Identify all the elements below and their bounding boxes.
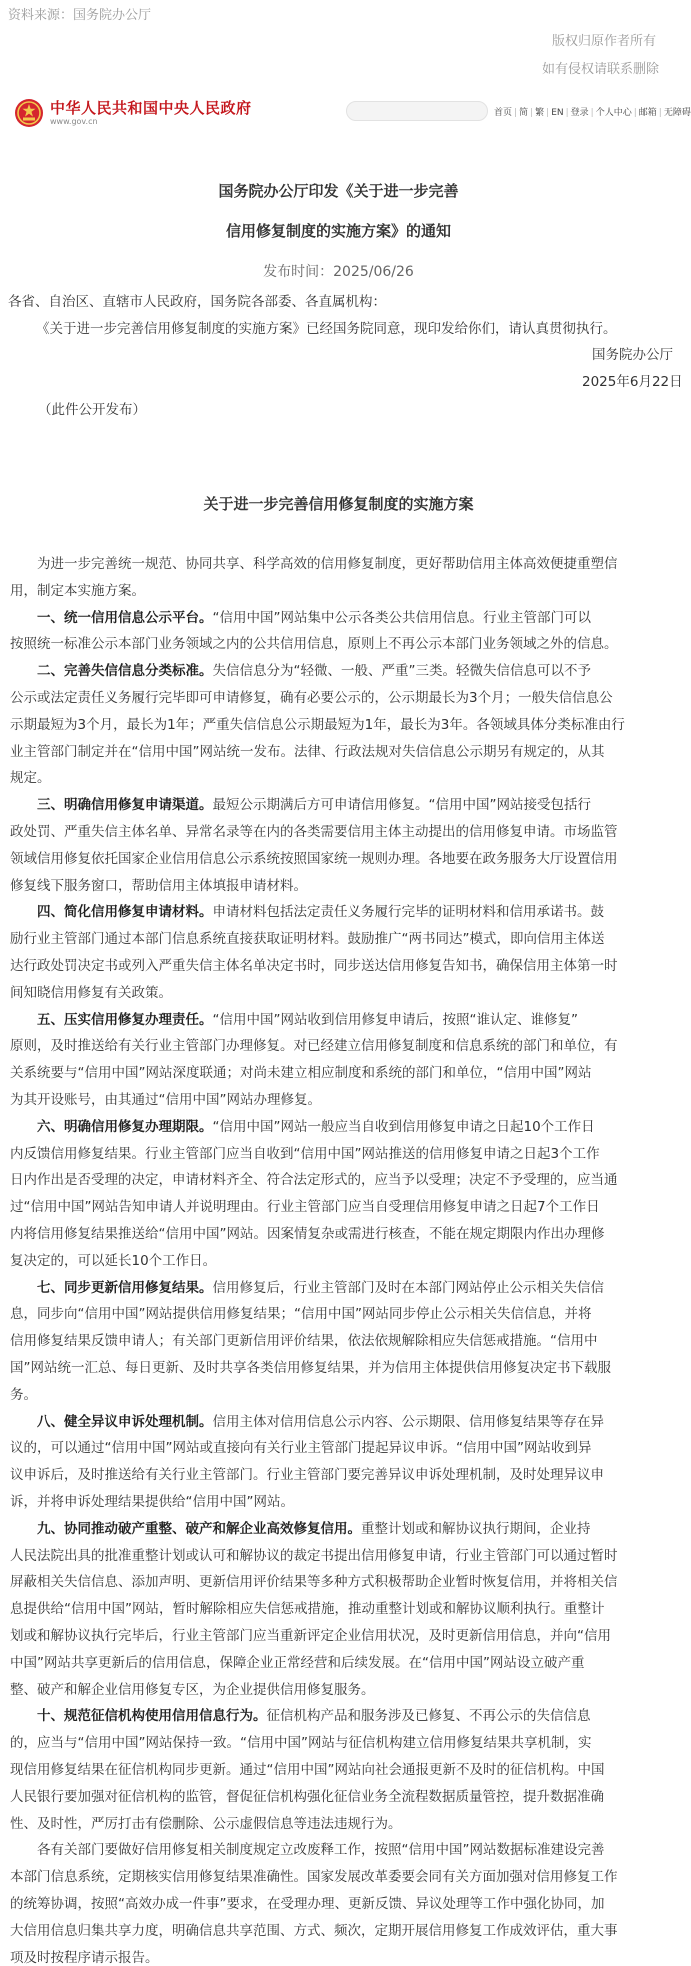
publish-label: 发布时间： — [263, 264, 334, 280]
plan-body-line — [10, 1812, 402, 1832]
line-text: 信用修复后，行业主管部门及时在本部门网站停止公示相关失信信 — [212, 1279, 604, 1296]
plan-body-line — [10, 1195, 600, 1215]
section-heading: 二、完善失信信息分类标准。 — [37, 663, 213, 680]
line-text: 按照统一标准公示本部门业务领域之内的公共信用信息，原则上不再公示本部门业务领域之外的信息。 — [10, 636, 618, 653]
nav-login[interactable]: 登录 — [570, 108, 589, 118]
publish-date — [0, 261, 677, 281]
site-name[interactable]: 中华人民共和国中央人民政府 — [50, 99, 252, 117]
section-heading: 三、明确信用修复申请渠道。 — [37, 797, 213, 814]
section-heading: 十、规范征信机构使用信用信息行为。 — [37, 1708, 267, 1725]
line-text: 重整计划或和解协议执行期间，企业持 — [361, 1520, 591, 1537]
plan-body-line — [10, 1356, 611, 1376]
line-text: 修复线下服务窗口，帮助信用主体填报申请材料。 — [10, 877, 307, 894]
line-text: 用，制定本实施方案。 — [10, 582, 145, 599]
plan-body-line — [10, 1168, 618, 1188]
plan-body-line — [10, 1865, 618, 1885]
plan-body-line — [10, 740, 605, 760]
line-text: 现信用修复结果在征信机构同步更新。通过“信用中国”网站向社会通报更新不及时的征信机构。中国 — [10, 1762, 605, 1778]
line-text: 内反馈信用修复结果。行业主管部门应当自收到“信用中国”网站推送的信用修复申请之日起3个工作 — [10, 1145, 600, 1162]
plan-body-line — [37, 1276, 604, 1296]
plan-body-line — [10, 1329, 598, 1349]
plan-body-line — [10, 1544, 618, 1564]
line-text: 关系统要与“信用中国”网站深度联通；对尚未建立相应制度和系统的部门和单位，“信用中国”网站 — [10, 1065, 592, 1082]
copyright-line: 版权归原作者所有 — [552, 34, 657, 49]
line-text: 失信信息分为“轻微、一般、严重”三类。轻微失信信息可以不予 — [212, 663, 591, 680]
plan-body-line — [10, 1624, 611, 1644]
section-heading: 七、同步更新信用修复结果。 — [37, 1279, 213, 1296]
line-text: 政处罚、严重失信主体名单、异常名录等在内的各类需要信用主体主动提出的信用修复申请。市场监管 — [10, 824, 618, 840]
line-text: 为其开设账号，由其通过“信用中国”网站办理修复。 — [10, 1092, 321, 1108]
nav-home[interactable]: 首页 — [494, 108, 513, 118]
line-text: 国”网站统一汇总、每日更新、及时共享各类信用修复结果，并为信用主体提供信用修复决定书下载服 — [10, 1360, 611, 1376]
plan-body-line — [10, 1142, 600, 1162]
national-emblem-icon — [14, 98, 44, 128]
line-text: 为进一步完善统一规范、协同共享、科学高效的信用修复制度，更好帮助信用主体高效便捷重塑信 — [37, 556, 618, 572]
line-text: 息提供给“信用中国”网站，暂时解除相应失信惩戒措施，推动重整计划或和解协议顺利执行。重整计 — [10, 1601, 605, 1618]
line-text: 原则，及时推送给有关行业主管部门办理修复。对已经建立信用修复制度和信息系统的部门和单位，有 — [10, 1038, 618, 1055]
line-text: “信用中国”网站集中公示各类公共信用信息。行业主管部门可以 — [212, 609, 591, 626]
nav-accessibility[interactable]: 无障碍 — [663, 108, 691, 118]
line-text: 征信机构产品和服务涉及已修复、不再公示的失信信息 — [266, 1708, 591, 1725]
plan-body-line — [10, 1061, 591, 1081]
plan-body-line — [10, 1490, 294, 1510]
line-text: 规定。 — [10, 770, 51, 787]
plan-body-line — [37, 1517, 591, 1537]
plan-body-line — [37, 1704, 591, 1724]
contact-line: 如有侵权请联系删除 — [542, 62, 660, 77]
line-text: 性、及时性，严厉打击有偿删除、公示虚假信息等违法违规行为。 — [10, 1815, 402, 1832]
plan-body-line — [10, 1222, 605, 1242]
notice-body: 《关于进一步完善信用修复制度的实施方案》已经国务院同意，现印发给你们，请认真贯彻执行。 — [36, 321, 617, 337]
publish-date-value: 2025/06/26 — [333, 264, 414, 280]
section-heading: 五、压实信用修复办理责任。 — [37, 1011, 213, 1028]
plan-body-line — [10, 820, 618, 840]
line-text: 业主管部门制定并在“信用中国”网站统一发布。法律、行政法规对失信信息公示期另有规定的，从其 — [10, 743, 605, 760]
section-heading: 六、明确信用修复办理期限。 — [37, 1118, 213, 1135]
plan-body-line — [10, 1463, 604, 1483]
line-text: 中国”网站共享更新后的信用信息，保障企业正常经营和后续发展。在“信用中国”网站设立破产重 — [10, 1654, 585, 1671]
line-text: 公示或法定责任义务履行完毕即可申请修复，确有必要公示的，公示期最长为3个月；一般失信信息公 — [10, 690, 613, 706]
line-text: 信用主体对信用信息公示内容、公示期限、信用修复结果等存在异 — [212, 1413, 604, 1430]
notice-addressee: 各省、自治区、直辖市人民政府，国务院各部委、各直属机构： — [8, 294, 386, 310]
plan-body-line — [10, 1249, 216, 1269]
plan-body-line — [10, 1731, 591, 1751]
plan-body-line — [10, 686, 613, 706]
plan-body-line — [10, 981, 172, 1001]
line-text: 复决定的，可以延长10个工作日。 — [10, 1252, 217, 1269]
line-text: 息，同步向“信用中国”网站提供信用修复结果；“信用中国”网站同步停止公示相关失信信息，并将 — [10, 1306, 592, 1323]
site-url: www.gov.cn — [50, 117, 98, 126]
line-text: 整、破产和解企业信用修复专区，为企业提供信用修复服务。 — [10, 1681, 375, 1698]
plan-body-line — [10, 954, 618, 974]
nav-traditional[interactable]: 繁 — [535, 108, 545, 118]
line-text: 各有关部门要做好信用修复相关制度规定立改废释工作，按照“信用中国”网站数据标准建设完善 — [37, 1842, 605, 1859]
plan-body-line — [10, 1678, 375, 1698]
nav-simplified[interactable]: 简 — [519, 108, 529, 118]
plan-body-line — [37, 1008, 578, 1028]
line-text: 议申诉后，及时推送给有关行业主管部门。行业主管部门要完善异议申诉处理机制，及时处理异议申 — [10, 1467, 604, 1484]
plan-body-line — [37, 552, 618, 572]
plan-body-line — [10, 1892, 605, 1912]
plan-body-line — [10, 1570, 618, 1590]
line-text: 达行政处罚决定书或列入严重失信主体名单决定书时，同步送达信用修复告知书，确保信用主体第一时 — [10, 958, 618, 974]
notice-public-note: （此件公开发布） — [38, 402, 146, 418]
plan-body-line — [37, 659, 591, 679]
line-text: 议的，可以通过“信用中国”网站或直接向有关行业主管部门提起异议申诉。“信用中国”网站收到异 — [10, 1440, 592, 1457]
plan-body-line — [10, 766, 51, 786]
plan-body-line — [10, 1597, 605, 1617]
plan-body-line — [10, 579, 145, 599]
nav-mailbox[interactable]: 邮箱 — [638, 108, 657, 118]
notice-title-line-1: 国务院办公厅印发《关于进一步完善 — [218, 182, 459, 200]
plan-body-line — [10, 927, 605, 947]
plan-body-line — [10, 1758, 605, 1778]
line-text: 励行业主管部门通过本部门信息系统直接获取证明材料。鼓励推广“两书同达”模式，即向信用主体送 — [10, 931, 605, 948]
line-text: 过“信用中国”网站告知申请人并说明理由。行业主管部门应当自受理信用修复申请之日起7个工作日 — [10, 1199, 600, 1216]
source-line: 资料来源：国务院办公厅 — [8, 8, 152, 23]
plan-title: 关于进一步完善信用修复制度的实施方案 — [203, 495, 474, 513]
line-text: 示期最短为3个月，最长为1年；严重失信信息公示期最短为1年，最长为3年。各领域具体分类标准由行 — [10, 716, 625, 733]
plan-body-line — [10, 874, 307, 894]
line-text: 内将信用修复结果推送给“信用中国”网站。因案情复杂或需进行核查，不能在规定期限内作出办理修 — [10, 1226, 605, 1242]
line-text: 人民法院出具的批准重整计划或认可和解协议的裁定书提出信用修复申请，行业主管部门可以通过暂时 — [10, 1547, 618, 1564]
line-text: 划或和解协议执行完毕后，行业主管部门应当重新评定企业信用状况，及时更新信用信息，并向“信用 — [10, 1628, 611, 1644]
plan-body-line — [10, 1088, 321, 1108]
line-text: 最短公示期满后方可申请信用修复。“信用中国”网站接受包括行 — [212, 797, 591, 814]
plan-body-line — [37, 606, 591, 626]
line-text: 申请材料包括法定责任义务履行完毕的证明材料和信用承诺书。鼓 — [212, 904, 604, 921]
line-text: “信用中国”网站一般应当自收到信用修复申请之日起10个工作日 — [212, 1118, 595, 1135]
section-heading: 九、协同推动破产重整、破产和解企业高效修复信用。 — [37, 1520, 361, 1537]
plan-body-line — [37, 1838, 605, 1858]
line-text: 诉，并将申诉处理结果提供给“信用中国”网站。 — [10, 1494, 294, 1510]
notice-signer: 国务院办公厅 — [592, 347, 673, 363]
plan-body-line — [10, 1436, 591, 1456]
plan-body-line — [37, 900, 604, 920]
search-box[interactable] — [346, 101, 488, 121]
nav-english[interactable]: EN — [551, 108, 564, 118]
nav-personal-center[interactable]: 个人中心 — [595, 108, 632, 118]
plan-body-line — [10, 1785, 604, 1805]
line-text: “信用中国”网站收到信用修复申请后，按照“谁认定、谁修复” — [212, 1011, 578, 1028]
line-text: 务。 — [10, 1386, 37, 1403]
line-text: 人民银行要加强对征信机构的监管，督促征信机构强化征信业务全流程数据质量管控，提升数据准确 — [10, 1788, 604, 1805]
plan-body-line — [37, 1115, 595, 1135]
line-text: 的，应当与“信用中国”网站保持一致。“信用中国”网站与征信机构建立信用修复结果共享机制，实 — [10, 1735, 592, 1752]
line-text: 的统筹协调，按照“高效办成一件事”要求，在受理办理、更新反馈、异议处理等工作中强化协同，加 — [10, 1896, 605, 1912]
plan-body-line — [10, 1034, 618, 1054]
notice-title-line-2: 信用修复制度的实施方案》的通知 — [225, 222, 451, 240]
section-heading: 一、统一信用信息公示平台。 — [37, 609, 213, 626]
top-nav: 首页 | 简 | 繁 | EN | 登录 | 个人中心 | 邮箱 | 无障碍 — [494, 108, 691, 118]
line-text: 日内作出是否受理的决定，申请材料齐全、符合法定形式的，应当予以受理；决定不予受理的，应当通 — [10, 1172, 618, 1189]
plan-body-line — [10, 1946, 159, 1966]
line-text: 本部门信息系统，定期核实信用修复结果准确性。国家发展改革委要会同有关方面加强对信用修复工作 — [10, 1869, 618, 1886]
plan-body-line — [10, 713, 625, 733]
plan-body-line — [10, 847, 618, 867]
plan-body-line — [10, 1302, 591, 1322]
section-heading: 八、健全异议申诉处理机制。 — [37, 1413, 213, 1430]
line-text: 领域信用修复依托国家企业信用信息公示系统按照国家统一规则办理。各地要在政务服务大厅设置信用 — [10, 850, 618, 867]
plan-body-line — [37, 793, 591, 813]
search-input[interactable] — [347, 106, 487, 124]
plan-body-line — [10, 1383, 37, 1403]
line-text: 大信用信息归集共享力度，明确信息共享范围、方式、频次，定期开展信用修复工作成效评估，重大事 — [10, 1922, 618, 1939]
plan-body-line — [37, 1410, 604, 1430]
site-header — [14, 96, 691, 134]
line-text: 屏蔽相关失信信息、添加声明、更新信用评价结果等多种方式积极帮助企业暂时恢复信用，并将相关信 — [10, 1574, 618, 1591]
line-text: 项及时按程序请示报告。 — [10, 1949, 159, 1966]
line-text: 信用修复结果反馈申请人；有关部门更新信用评价结果，依法依规解除相应失信惩戒措施。“信用中 — [10, 1333, 598, 1350]
plan-body-line — [10, 632, 618, 652]
line-text: 间知晓信用修复有关政策。 — [10, 984, 172, 1001]
notice-sign-date: 2025年6月22日 — [582, 374, 683, 390]
plan-body-line — [10, 1651, 584, 1671]
plan-body-line — [10, 1919, 618, 1939]
section-heading: 四、简化信用修复申请材料。 — [37, 904, 213, 921]
